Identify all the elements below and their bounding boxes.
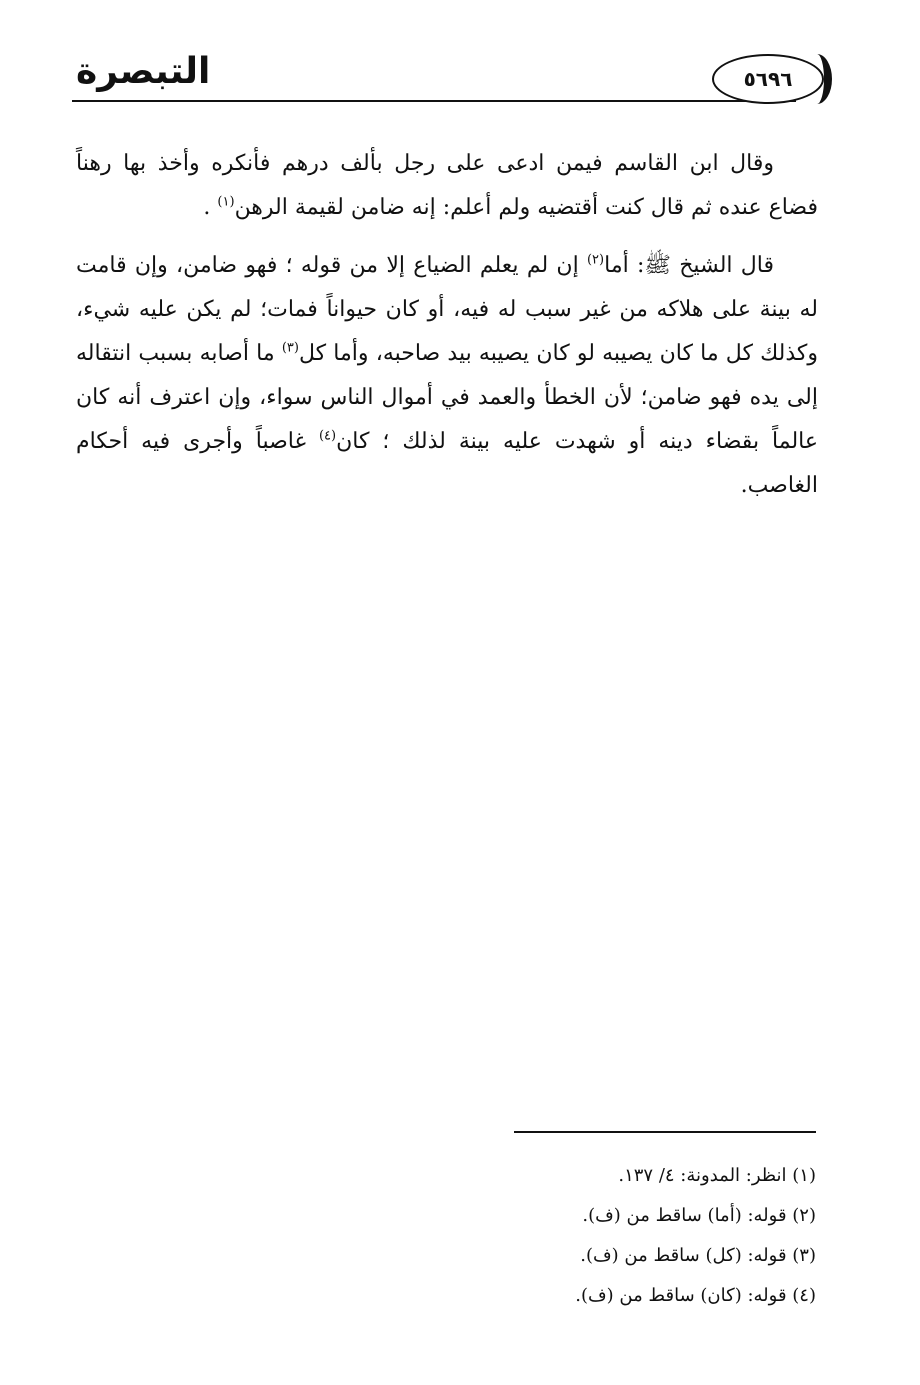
header-rule (72, 100, 796, 102)
paragraph (76, 142, 818, 230)
page-number-badge (712, 54, 824, 104)
paragraph-text: غاصباً وأجرى فيه أحكام الغاصب. (76, 429, 818, 498)
footnote-marker: (٤) (318, 428, 337, 444)
footnote-separator (514, 1131, 816, 1133)
page-number: ٥٦٩٦ (743, 67, 793, 91)
footnote: (١) انظر: المدونة: ٤/ ١٣٧. (618, 1165, 816, 1186)
page-header (72, 46, 824, 110)
paragraph (76, 244, 818, 508)
paragraph-text: قال الشيخ ﷺ: أما (604, 253, 774, 278)
footnote-marker: (٣) (281, 340, 299, 356)
paragraph-text: وقال ابن القاسم فيمن ادعى على رجل بألف درهم فأنكره وأخذ بها رهناً فضاع عنده ثم قال كنت أقتضيه ولم أعلم: إنه ضامن لقيمة الرهن (76, 151, 818, 220)
paragraph-text: . (203, 195, 218, 220)
footnote-marker: (٢) (586, 252, 605, 268)
footnote: (٣) قوله: (كل) ساقط من (ف). (580, 1245, 816, 1266)
running-title: التبصرة (76, 51, 211, 92)
paragraph-text: إن لم يعلم الضياع إلا من قوله ؛ فهو ضامن، وإن قامت له بينة على هلاكه من غير سبب له فيه، أو كان حيواناً فمات؛ لم يكن عليه شيء، وكذلك كل ما كان يصيبه لو كان يصيبه بيد صاحبه، وأما كل (76, 253, 818, 366)
footnote-marker: (١) (217, 194, 235, 210)
footnote: (٤) قوله: (كان) ساقط من (ف). (575, 1285, 816, 1306)
paragraph-text: ما أصابه بسبب انتقاله إلى يده فهو ضامن؛ لأن الخطأ والعمد في أموال الناس سواء، وإن اعترف أنه كان عالماً بقضاء دينه أو شهدت عليه بينة لذلك ؛ كان (76, 341, 818, 454)
footnote: (٢) قوله: (أما) ساقط من (ف). (582, 1205, 816, 1226)
footnotes (216, 1156, 816, 1316)
main-text (76, 142, 818, 522)
